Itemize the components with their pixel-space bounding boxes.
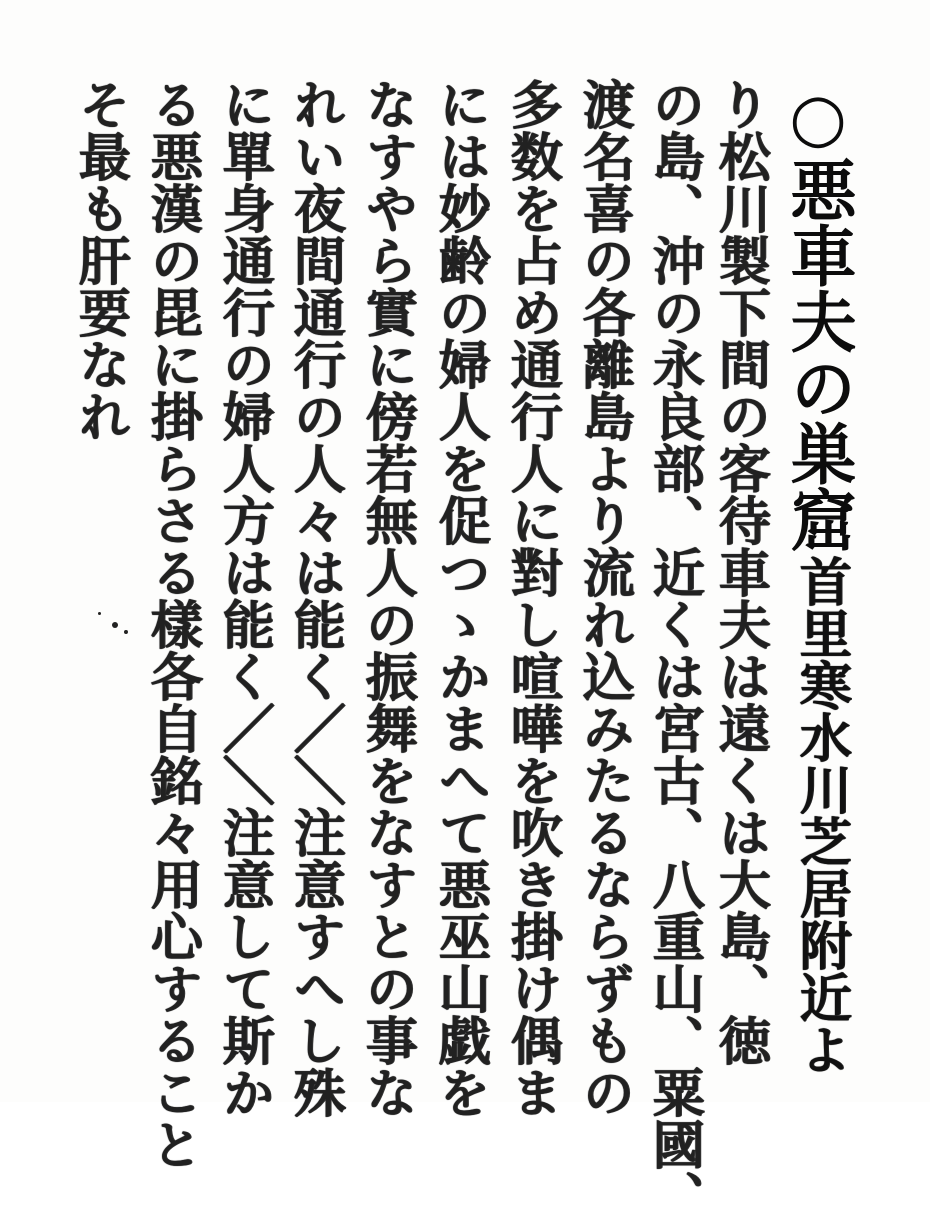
article-line-8: れい夜間通行の人々は能く／＼注意すへし殊 <box>284 78 345 1118</box>
article-line-7: なすやら實に傍若無人の振舞をなすとの事な <box>356 78 417 1118</box>
article-line-6: には妙齢の婦人を促つゝかまへて悪巫山戯を <box>429 78 490 1118</box>
article-line-4: 渡名喜の各離島より流れ込みたるならずもの <box>573 78 634 1118</box>
ink-speck <box>124 630 128 634</box>
ink-speck <box>112 622 118 628</box>
ink-speck <box>98 612 101 615</box>
article-line-10: る悪漢の毘に掛らさる樣各自銘々用心すること <box>141 78 202 1170</box>
article-line-3: の島、沖の永良部、近くは宮古、八重山、粟國、 <box>643 78 704 1222</box>
article-line-5: 多数を占め通行人に對し喧嘩を吹き掛け偶ま <box>501 78 562 1118</box>
article-line-1: 首里寒水川芝居附近よ <box>790 555 851 1075</box>
article-line-2: り松川製下間の客待車夫は遠くは大島、徳 <box>709 78 770 1066</box>
article-headline: ○悪車夫の巣窟 <box>779 78 857 552</box>
article-line-11: そ最も肝要なれ <box>69 78 130 442</box>
article-line-9: に單身通行の婦人方は能く／＼注意して斯か <box>213 78 274 1118</box>
